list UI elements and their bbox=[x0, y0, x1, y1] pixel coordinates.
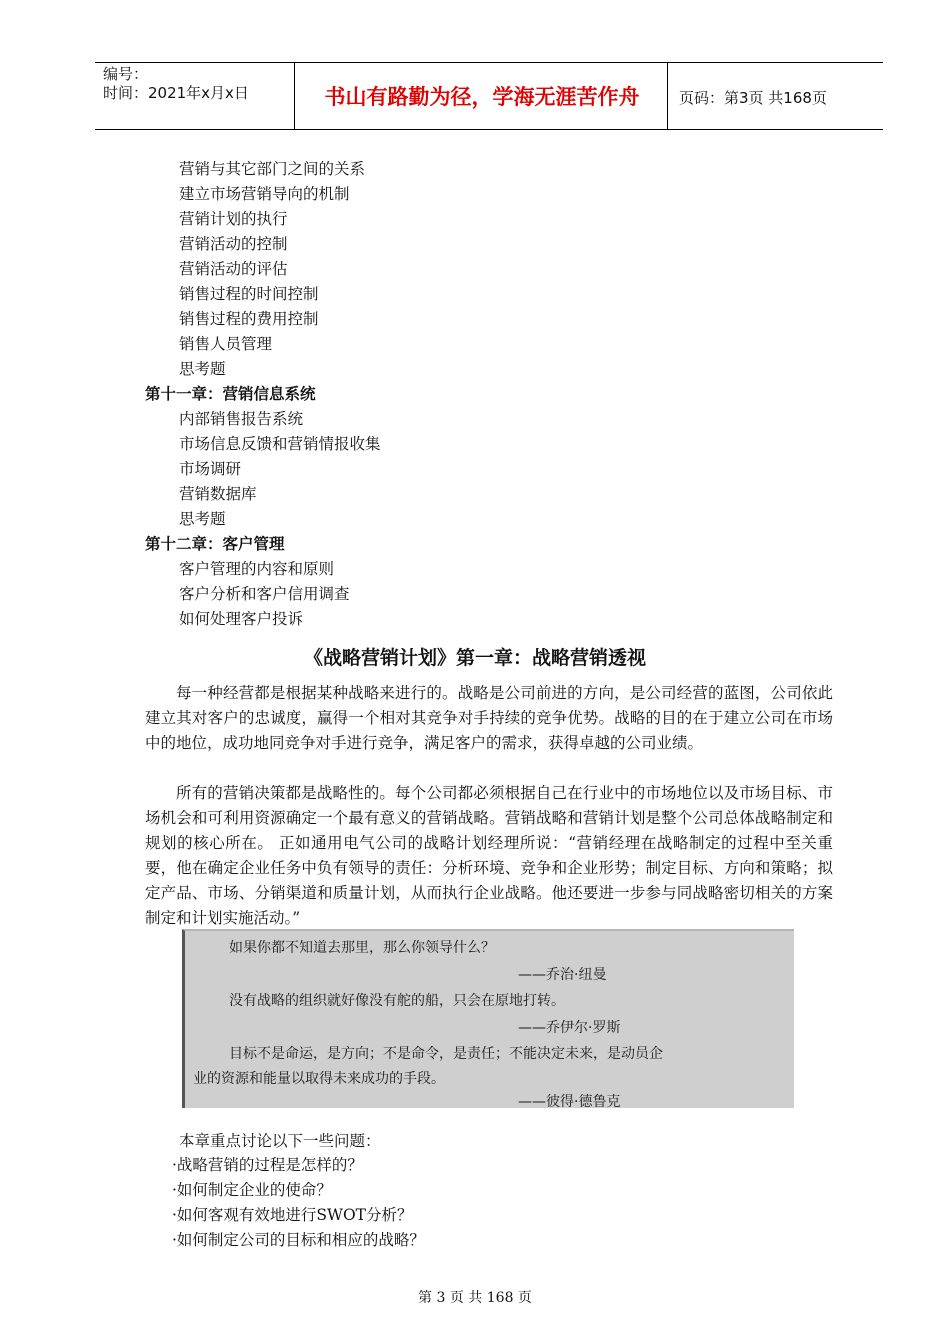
question-item: ·如何客观有效地进行SWOT分析？ bbox=[172, 1206, 413, 1224]
toc-item: 销售过程的时间控制 bbox=[179, 285, 319, 303]
question-item: ·如何制定企业的使命？ bbox=[172, 1181, 332, 1199]
toc-item: 市场调研 bbox=[179, 460, 242, 478]
page-header bbox=[95, 62, 883, 130]
quote-text: 没有战略的组织就好像没有舵的船，只会在原地打转。 bbox=[229, 993, 565, 1009]
toc-item: 客户管理的内容和原则 bbox=[179, 560, 335, 578]
header-divider bbox=[294, 62, 295, 130]
quote-text: 业的资源和能量以取得未来成功的手段。 bbox=[193, 1071, 445, 1087]
quote-author: ——乔治·纽曼 bbox=[518, 967, 607, 983]
section-title: 《战略营销计划》第一章：战略营销透视 bbox=[303, 647, 646, 669]
quote-author: ——乔伊尔·罗斯 bbox=[518, 1020, 621, 1036]
header-motto: 书山有路勤为径，学海无涯苦作舟 bbox=[324, 85, 640, 109]
chapter-heading: 第十一章：营销信息系统 bbox=[145, 385, 316, 403]
toc-item: 营销计划的执行 bbox=[179, 210, 288, 228]
quote-text: 如果你都不知道去那里，那么你领导什么？ bbox=[229, 940, 495, 956]
toc-item: 如何处理客户投诉 bbox=[179, 610, 304, 628]
page-footer: 第 3 页 共 168 页 bbox=[418, 1290, 532, 1306]
toc-item: 建立市场营销导向的机制 bbox=[179, 185, 350, 203]
quote-author: ——彼得·德鲁克 bbox=[518, 1094, 621, 1110]
paragraph-text: 所有的营销决策都是战略性的。每个公司都必须根据自己在行业中的市场地位以及市场目标、市场机会和可利用资源确定一个最有意义的营销战略。营销战略和营销计划是整个公司总体战略制定和规划的核心所在。 正如通用电气公司的战略计划经理所说：“营销经理在战略制定的过程中至关重要，他在确定企业任务中负有领导的责任：分析环境、竞争和企业形势；制定目标、方向和策略；拟定产品、市场、分销渠道和质量计划，从而执行企业战略。他还要进一步参与同战略密切相关的方案制定和计划实施活动。” bbox=[145, 784, 833, 927]
toc-item: 营销数据库 bbox=[179, 485, 257, 503]
question-item: ·战略营销的过程是怎样的？ bbox=[172, 1156, 363, 1174]
toc-item: 营销活动的控制 bbox=[179, 235, 288, 253]
toc-item: 市场信息反馈和营销情报收集 bbox=[179, 435, 381, 453]
toc-item: 思考题 bbox=[179, 360, 226, 378]
toc-item: 思考题 bbox=[179, 510, 226, 528]
quote-box bbox=[182, 929, 794, 1108]
toc-item: 营销活动的评估 bbox=[179, 260, 288, 278]
toc-item: 销售过程的费用控制 bbox=[179, 310, 319, 328]
header-page-label: 页码：第3页 共168页 bbox=[679, 89, 827, 107]
toc-item: 销售人员管理 bbox=[179, 335, 273, 353]
toc-item: 客户分析和客户信用调查 bbox=[179, 585, 350, 603]
header-time-label: 时间：2021年x月x日 bbox=[103, 84, 249, 102]
toc-item: 内部销售报告系统 bbox=[179, 410, 304, 428]
body-paragraph bbox=[145, 781, 833, 931]
chapter-heading: 第十二章：客户管理 bbox=[145, 535, 285, 553]
questions-intro: 本章重点讨论以下一些问题： bbox=[179, 1132, 381, 1150]
toc-item: 营销与其它部门之间的关系 bbox=[179, 160, 366, 178]
header-number-label: 编号： bbox=[103, 65, 149, 83]
paragraph-text: 每一种经营都是根据某种战略来进行的。战略是公司前进的方向，是公司经营的蓝图，公司依此建立其对客户的忠诚度，赢得一个相对其竞争对手持续的竞争优势。战略的目的在于建立公司在市场中的地位，成功地同竞争对手进行竞争，满足客户的需求，获得卓越的公司业绩。 bbox=[145, 684, 833, 752]
quote-text: 目标不是命运，是方向；不是命令，是责任；不能决定未来，是动员企 bbox=[229, 1046, 663, 1062]
question-item: ·如何制定公司的目标和相应的战略？ bbox=[172, 1231, 425, 1249]
body-paragraph bbox=[145, 681, 833, 756]
header-meta bbox=[103, 65, 249, 103]
